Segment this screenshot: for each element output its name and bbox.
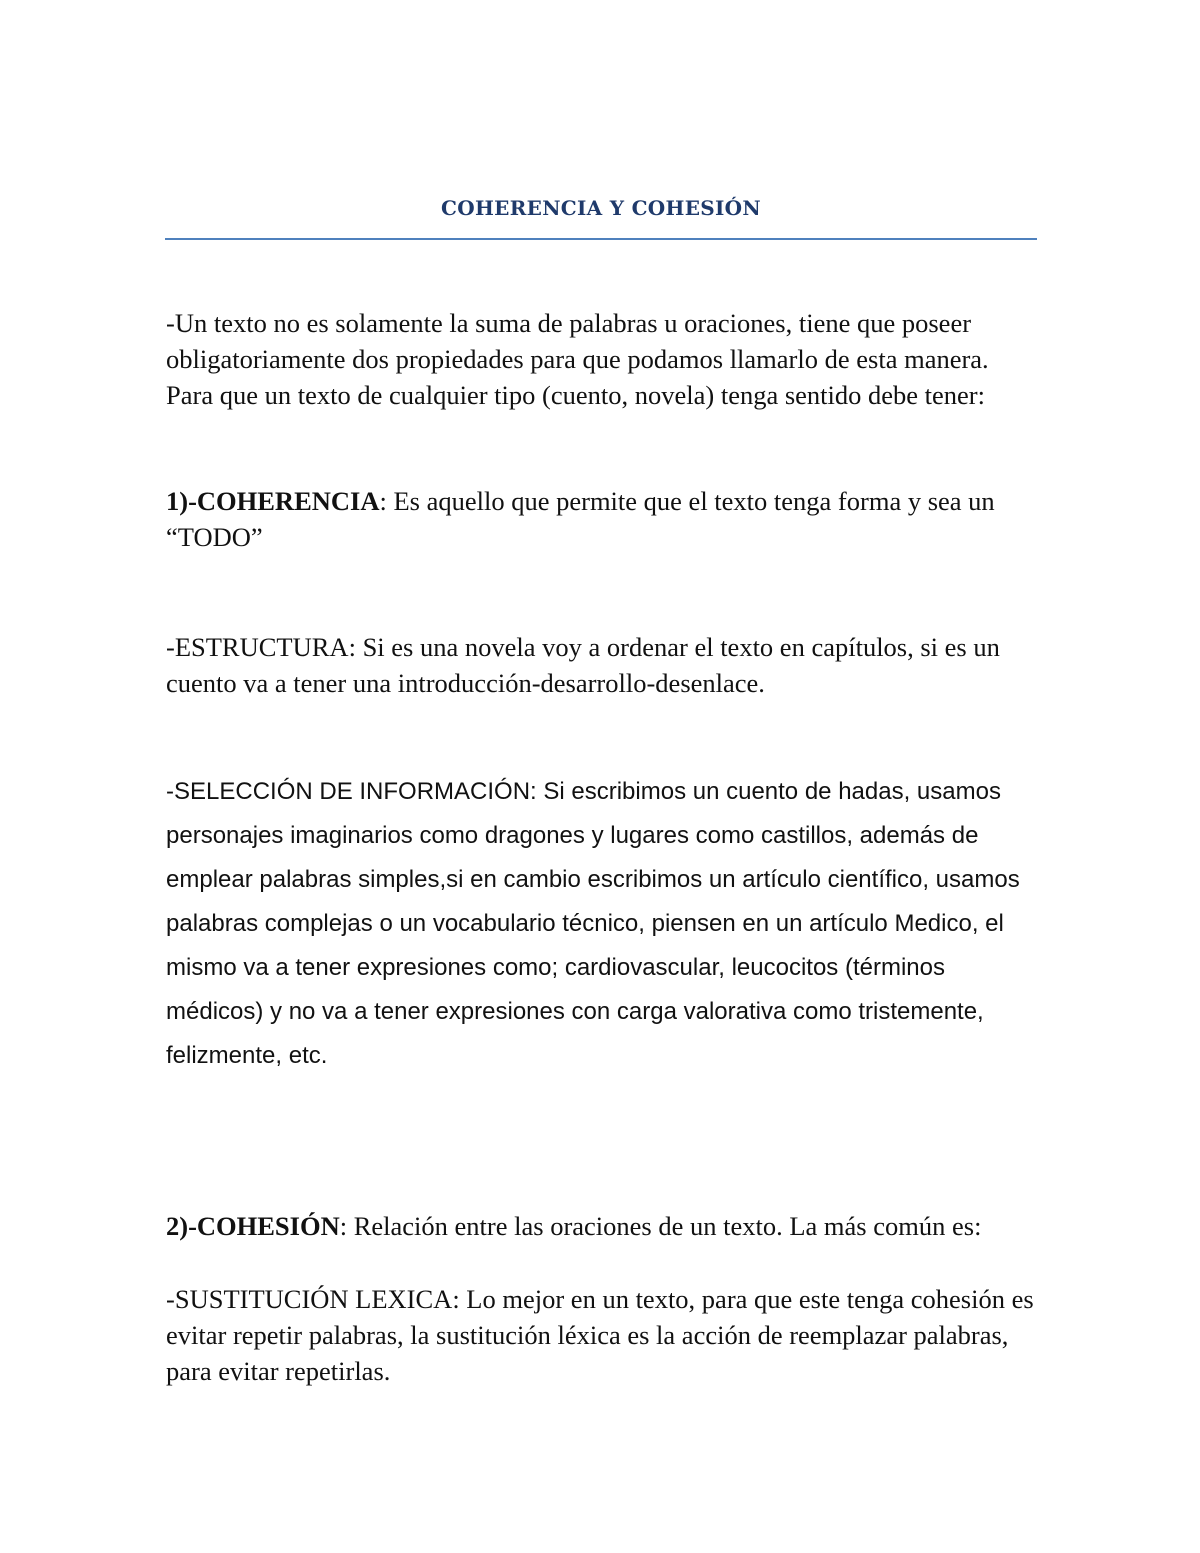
estructura-text: : Si es una novela voy a ordenar el texto en capítulos, si es un cuento va a tener una introducción-desarrollo-desenlace. <box>166 632 1000 698</box>
document-title: COHERENCIA Y COHESIÓN <box>441 196 761 220</box>
coherencia-heading: 1)-COHERENCIA <box>166 486 380 516</box>
intro-paragraph: -Un texto no es solamente la suma de palabras u oraciones, tiene que poseer obligatoriamente dos propiedades para que podamos llamarlo de esta manera. Para que un texto de cualquier tipo (cuento, novela) tenga sentido debe tener: <box>166 308 989 410</box>
cohesion-text: : Relación entre las oraciones de un texto. La más común es: <box>339 1211 982 1241</box>
coherencia-text: : Es aquello que permite que el texto tenga forma y sea un “TODO” <box>166 486 995 552</box>
estructura-heading: -ESTRUCTURA <box>166 632 349 662</box>
estructura-paragraph <box>166 629 1036 701</box>
cohesion-heading: 2)-COHESIÓN <box>166 1211 340 1241</box>
coherencia-paragraph <box>166 483 1036 555</box>
seleccion-paragraph: -SELECCIÓN DE INFORMACIÓN: Si escribimos un cuento de hadas, usamos personajes imaginarios como dragones y lugares como castillos, además de emplear palabras simples,si en cambio escribimos un artículo científico, usamos palabras complejas o un vocabulario técnico, piensen en un artículo Medico, el mismo va a tener expresiones como; cardiovascular, leucocitos (términos médicos) y no va a tener expresiones con carga valorativa como tristemente, felizmente, etc. <box>166 778 1020 1069</box>
sustitucion-paragraph: -SUSTITUCIÓN LEXICA: Lo mejor en un texto, para que este tenga cohesión es evitar repetir palabras, la sustitución léxica es la acción de reemplazar palabras, para evitar repetirlas. <box>166 1284 1034 1386</box>
cohesion-paragraph <box>166 1208 1036 1244</box>
title-underline <box>165 238 1037 240</box>
